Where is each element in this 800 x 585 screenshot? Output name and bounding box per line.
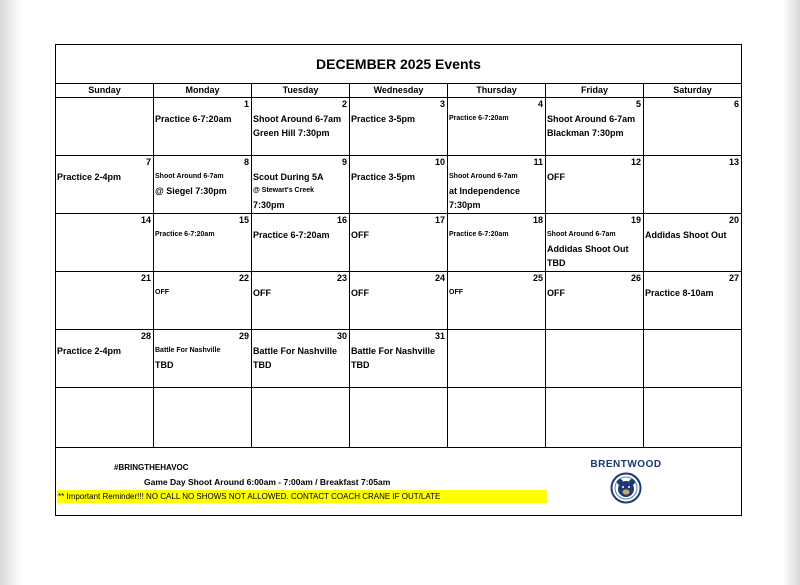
day-cell-11 <box>448 156 546 213</box>
date-number: 7 <box>145 157 151 167</box>
event-text: TBD <box>155 360 174 370</box>
game-day-note: Game Day Shoot Around 6:00am - 7:00am / Breakfast 7:05am <box>144 477 391 487</box>
day-cell-24 <box>350 272 448 329</box>
event-text: Practice 2-4pm <box>57 346 122 356</box>
day-cell-10 <box>350 156 448 213</box>
day-cell-31 <box>350 330 448 387</box>
date-number: 21 <box>140 273 151 283</box>
event-text: Practice 3-5pm <box>351 114 416 124</box>
event-text: Shoot Around 6-7am <box>547 231 616 238</box>
event-list <box>645 286 739 300</box>
day-cell-8 <box>154 156 252 213</box>
date-number: 25 <box>532 273 543 283</box>
day-cell-18 <box>448 214 546 271</box>
date-number: 22 <box>238 273 249 283</box>
day-cell-22 <box>154 272 252 329</box>
calendar <box>55 44 742 516</box>
day-header-thursday: Thursday <box>448 83 546 97</box>
date-number: 2 <box>341 99 347 109</box>
event-list <box>155 344 249 372</box>
event-list <box>155 228 249 242</box>
day-cell-16 <box>252 214 350 271</box>
day-cell-26 <box>546 272 644 329</box>
calendar-grid <box>56 98 741 448</box>
day-cell-9 <box>252 156 350 213</box>
day-header-saturday: Saturday <box>673 85 712 95</box>
event-list <box>547 170 641 184</box>
event-list <box>253 170 347 212</box>
event-text: OFF <box>155 289 169 296</box>
day-cell-27 <box>644 272 741 329</box>
hashtag-text: #BRINGTHEHAVOC <box>114 463 189 472</box>
day-cell-6 <box>644 98 741 155</box>
event-text: 7:30pm <box>253 200 285 210</box>
event-list <box>253 344 347 372</box>
event-list <box>449 170 543 212</box>
day-cell-12 <box>546 156 644 213</box>
date-number: 6 <box>733 99 739 109</box>
event-list <box>57 170 151 184</box>
day-header-tuesday: Tuesday <box>252 83 350 97</box>
event-text: @ Siegel 7:30pm <box>155 186 227 196</box>
day-cell-1 <box>154 98 252 155</box>
week-row <box>56 330 741 388</box>
day-cell-7 <box>56 156 154 213</box>
left-shadow-edge <box>0 0 22 585</box>
event-text: TBD <box>253 360 272 370</box>
event-text: Practice 6-7:20am <box>449 231 509 238</box>
event-text: OFF <box>547 172 565 182</box>
calendar-title: DECEMBER 2025 Events <box>56 45 741 84</box>
event-list <box>547 228 641 270</box>
date-number: 9 <box>341 157 347 167</box>
empty-day-cell <box>56 98 154 155</box>
day-header-sunday: Sunday <box>56 83 154 97</box>
date-number: 17 <box>434 215 445 225</box>
date-number: 31 <box>434 331 445 341</box>
empty-day-cell <box>546 388 644 447</box>
date-number: 18 <box>532 215 543 225</box>
date-number: 5 <box>635 99 641 109</box>
event-text: TBD <box>547 258 566 268</box>
empty-day-cell <box>154 388 252 447</box>
event-list <box>253 112 347 140</box>
date-number: 8 <box>243 157 249 167</box>
brentwood-logo <box>578 459 674 504</box>
date-number: 14 <box>140 215 151 225</box>
date-number: 16 <box>336 215 347 225</box>
day-cell-21 <box>56 272 154 329</box>
event-text: Battle For Nashville <box>155 347 221 354</box>
day-cell-2 <box>252 98 350 155</box>
event-text: Shoot Around 6-7am <box>449 173 518 180</box>
event-list <box>449 112 543 126</box>
event-text: Practice 3-5pm <box>351 172 416 182</box>
event-text: OFF <box>547 288 565 298</box>
event-text: TBD <box>351 360 370 370</box>
event-list <box>351 228 445 242</box>
event-list <box>645 228 739 242</box>
event-list <box>351 112 445 126</box>
event-text: OFF <box>351 230 369 240</box>
calendar-footer <box>56 447 741 515</box>
event-text: Addidas Shoot Out <box>547 244 629 254</box>
event-text: Blackman 7:30pm <box>547 128 624 138</box>
day-cell-25 <box>448 272 546 329</box>
event-list <box>547 112 641 140</box>
event-text: OFF <box>253 288 271 298</box>
event-text: Shoot Around 6-7am <box>547 114 636 124</box>
date-number: 11 <box>533 157 543 167</box>
event-text: OFF <box>351 288 369 298</box>
day-cell-4 <box>448 98 546 155</box>
empty-day-cell <box>56 388 154 447</box>
date-number: 15 <box>238 215 249 225</box>
event-list <box>547 286 641 300</box>
day-cell-20 <box>644 214 741 271</box>
date-number: 13 <box>728 157 739 167</box>
empty-day-cell <box>644 388 741 447</box>
day-cell-28 <box>56 330 154 387</box>
event-text: Practice 6-7:20am <box>449 115 509 122</box>
event-list <box>253 228 347 242</box>
event-text: OFF <box>449 289 463 296</box>
date-number: 30 <box>336 331 347 341</box>
event-text: Practice 8-10am <box>645 288 714 298</box>
date-number: 10 <box>434 157 445 167</box>
date-number: 27 <box>728 273 739 283</box>
date-number: 23 <box>336 273 347 283</box>
event-text: Shoot Around 6-7am <box>155 173 224 180</box>
day-header-friday: Friday <box>546 83 644 97</box>
important-reminder: ** Important Reminder!!! NO CALL NO SHOWS NOT ALLOWED. CONTACT COACH CRANE IF OUT/LATE <box>57 490 547 503</box>
week-row <box>56 156 741 214</box>
empty-day-cell <box>448 330 546 387</box>
event-text: Shoot Around 6-7am <box>253 114 342 124</box>
event-text: Battle For Nashville <box>351 346 436 356</box>
event-text: Practice 2-4pm <box>57 172 122 182</box>
event-text: Scout During 5A <box>253 172 324 182</box>
event-list <box>57 344 151 358</box>
event-list <box>351 344 445 372</box>
day-cell-23 <box>252 272 350 329</box>
event-list <box>155 170 249 198</box>
day-of-week-header <box>56 83 741 98</box>
event-text: Practice 6-7:20am <box>253 230 330 240</box>
week-row <box>56 388 741 448</box>
date-number: 20 <box>728 215 739 225</box>
day-cell-5 <box>546 98 644 155</box>
week-row <box>56 214 741 272</box>
day-cell-19 <box>546 214 644 271</box>
event-text: Addidas Shoot Out <box>645 230 727 240</box>
event-text: Green Hill 7:30pm <box>253 128 330 138</box>
day-header-monday: Monday <box>154 83 252 97</box>
day-cell-13 <box>644 156 741 213</box>
date-number: 29 <box>238 331 249 341</box>
bear-mascot-icon <box>609 472 643 504</box>
week-row <box>56 272 741 330</box>
empty-day-cell <box>252 388 350 447</box>
event-text: at Independence <box>449 186 521 196</box>
empty-day-cell <box>350 388 448 447</box>
event-text: Practice 6-7:20am <box>155 114 232 124</box>
date-number: 4 <box>537 99 543 109</box>
date-number: 28 <box>140 331 151 341</box>
day-header-wednesday: Wednesday <box>350 83 448 97</box>
day-cell-14 <box>56 214 154 271</box>
day-cell-3 <box>350 98 448 155</box>
event-text: @ Stewart's Creek <box>253 187 315 194</box>
day-cell-30 <box>252 330 350 387</box>
logo-wordmark: BRENTWOOD <box>590 459 662 470</box>
date-number: 1 <box>243 99 249 109</box>
day-cell-15 <box>154 214 252 271</box>
event-list <box>449 228 543 242</box>
event-list <box>351 286 445 300</box>
event-text: Battle For Nashville <box>253 346 338 356</box>
event-text: Practice 6-7:20am <box>155 231 215 238</box>
event-list <box>253 286 347 300</box>
empty-day-cell <box>546 330 644 387</box>
date-number: 24 <box>434 273 445 283</box>
event-list <box>155 286 249 300</box>
event-list <box>449 286 543 300</box>
day-cell-29 <box>154 330 252 387</box>
week-row <box>56 98 741 156</box>
empty-day-cell <box>644 330 741 387</box>
empty-day-cell <box>448 388 546 447</box>
right-shadow-edge <box>782 0 800 585</box>
date-number: 19 <box>630 215 641 225</box>
event-text: 7:30pm <box>449 200 481 210</box>
date-number: 3 <box>439 99 445 109</box>
date-number: 12 <box>630 157 641 167</box>
event-list <box>351 170 445 184</box>
day-cell-17 <box>350 214 448 271</box>
date-number: 26 <box>630 273 641 283</box>
event-list <box>155 112 249 126</box>
